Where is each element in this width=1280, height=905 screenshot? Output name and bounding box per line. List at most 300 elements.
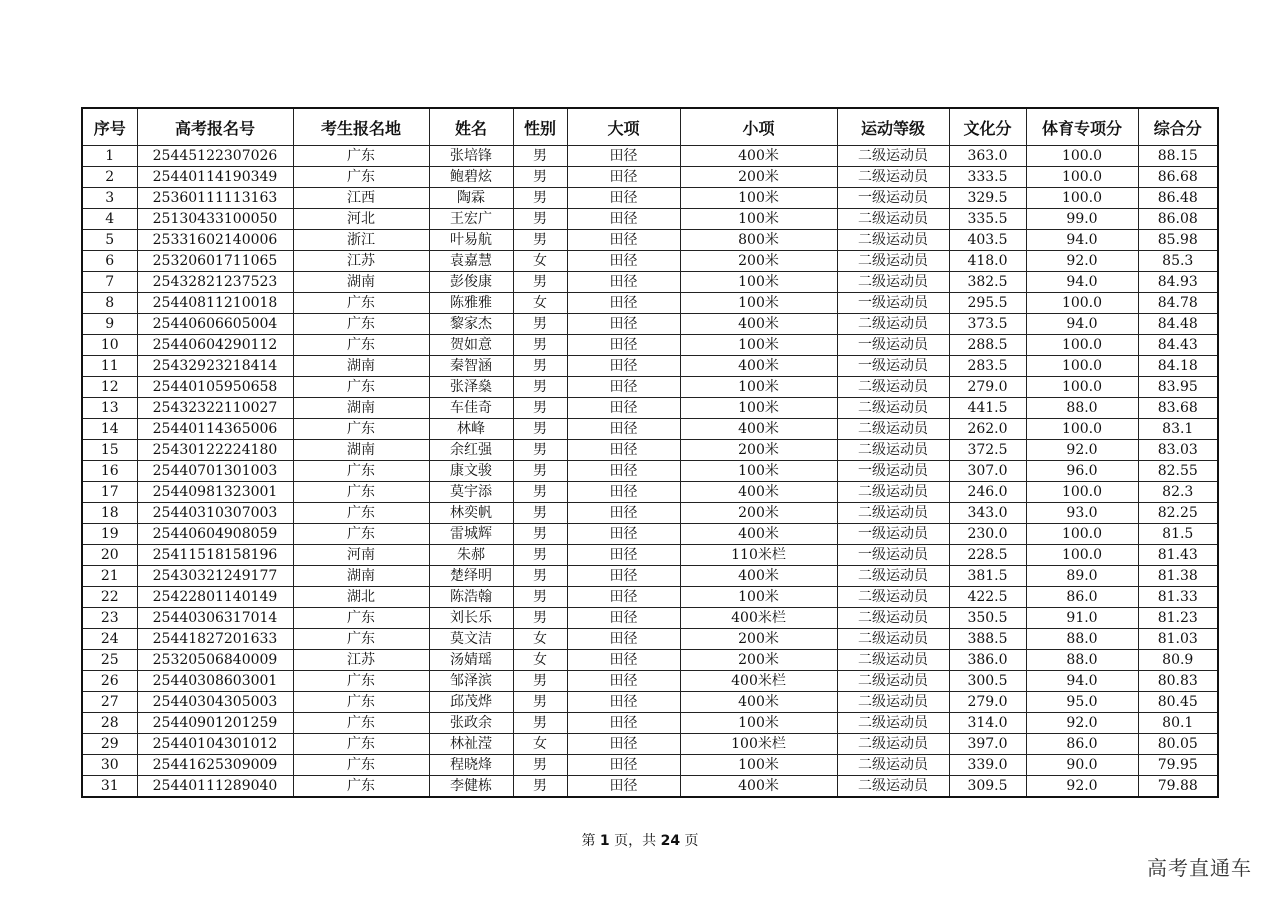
cell-index: 27 — [82, 692, 137, 713]
cell-athlete-level: 二级运动员 — [837, 167, 949, 188]
cell-exam-id: 25432322110027 — [137, 398, 293, 419]
header-gender: 性别 — [513, 108, 567, 146]
cell-region: 广东 — [293, 629, 429, 650]
cell-event: 800米 — [680, 230, 837, 251]
table-row — [82, 566, 1218, 587]
table-row — [82, 356, 1218, 377]
cell-athlete-level: 二级运动员 — [837, 629, 949, 650]
cell-culture-score: 441.5 — [949, 398, 1026, 419]
cell-total-score: 85.3 — [1138, 251, 1218, 272]
cell-culture-score: 339.0 — [949, 755, 1026, 776]
cell-sport: 田径 — [567, 461, 680, 482]
cell-name: 朱郝 — [429, 545, 513, 566]
cell-culture-score: 288.5 — [949, 335, 1026, 356]
cell-exam-id: 25440604290112 — [137, 335, 293, 356]
cell-exam-id: 25440310307003 — [137, 503, 293, 524]
cell-culture-score: 335.5 — [949, 209, 1026, 230]
cell-region: 广东 — [293, 776, 429, 798]
cell-sport-score: 100.0 — [1026, 146, 1138, 167]
table-row — [82, 272, 1218, 293]
cell-sport-score: 91.0 — [1026, 608, 1138, 629]
table-row — [82, 293, 1218, 314]
cell-total-score: 83.1 — [1138, 419, 1218, 440]
cell-gender: 男 — [513, 398, 567, 419]
cell-sport: 田径 — [567, 335, 680, 356]
cell-exam-id: 25440811210018 — [137, 293, 293, 314]
cell-name: 汤婧瑶 — [429, 650, 513, 671]
cell-event: 200米 — [680, 503, 837, 524]
cell-name: 车佳奇 — [429, 398, 513, 419]
cell-sport-score: 88.0 — [1026, 650, 1138, 671]
cell-event: 400米 — [680, 692, 837, 713]
cell-index: 18 — [82, 503, 137, 524]
watermark-text: 高考直通车 — [1147, 856, 1252, 880]
cell-sport: 田径 — [567, 671, 680, 692]
cell-culture-score: 329.5 — [949, 188, 1026, 209]
cell-event: 100米 — [680, 755, 837, 776]
cell-sport: 田径 — [567, 545, 680, 566]
cell-exam-id: 25430321249177 — [137, 566, 293, 587]
cell-sport-score: 90.0 — [1026, 755, 1138, 776]
cell-athlete-level: 二级运动员 — [837, 587, 949, 608]
cell-culture-score: 343.0 — [949, 503, 1026, 524]
cell-athlete-level: 二级运动员 — [837, 671, 949, 692]
cell-culture-score: 230.0 — [949, 524, 1026, 545]
cell-event: 100米 — [680, 272, 837, 293]
cell-sport-score: 94.0 — [1026, 671, 1138, 692]
cell-sport: 田径 — [567, 482, 680, 503]
cell-culture-score: 246.0 — [949, 482, 1026, 503]
table-row — [82, 713, 1218, 734]
cell-total-score: 84.18 — [1138, 356, 1218, 377]
cell-region: 广东 — [293, 419, 429, 440]
cell-exam-id: 25440104301012 — [137, 734, 293, 755]
cell-gender: 女 — [513, 251, 567, 272]
cell-name: 林峰 — [429, 419, 513, 440]
cell-name: 贺如意 — [429, 335, 513, 356]
cell-culture-score: 418.0 — [949, 251, 1026, 272]
cell-region: 广东 — [293, 377, 429, 398]
cell-index: 19 — [82, 524, 137, 545]
cell-event: 100米 — [680, 188, 837, 209]
table-body — [82, 146, 1218, 798]
header-sport: 大项 — [567, 108, 680, 146]
cell-culture-score: 422.5 — [949, 587, 1026, 608]
cell-event: 100米 — [680, 713, 837, 734]
header-athlete-level: 运动等级 — [837, 108, 949, 146]
page-footer — [0, 830, 1280, 850]
cell-name: 雷城辉 — [429, 524, 513, 545]
cell-culture-score: 279.0 — [949, 377, 1026, 398]
cell-name: 楚绎明 — [429, 566, 513, 587]
cell-culture-score: 397.0 — [949, 734, 1026, 755]
header-region: 考生报名地 — [293, 108, 429, 146]
cell-region: 湖北 — [293, 587, 429, 608]
cell-exam-id: 25432821237523 — [137, 272, 293, 293]
cell-exam-id: 25432923218414 — [137, 356, 293, 377]
cell-index: 5 — [82, 230, 137, 251]
cell-athlete-level: 二级运动员 — [837, 734, 949, 755]
cell-exam-id: 25320601711065 — [137, 251, 293, 272]
footer-prefix: 第 — [581, 833, 596, 849]
table-row — [82, 377, 1218, 398]
cell-culture-score: 307.0 — [949, 461, 1026, 482]
cell-athlete-level: 二级运动员 — [837, 776, 949, 798]
cell-sport: 田径 — [567, 209, 680, 230]
cell-gender: 男 — [513, 776, 567, 798]
table-row — [82, 482, 1218, 503]
cell-sport-score: 100.0 — [1026, 377, 1138, 398]
cell-culture-score: 283.5 — [949, 356, 1026, 377]
cell-gender: 男 — [513, 230, 567, 251]
cell-gender: 男 — [513, 482, 567, 503]
cell-event: 400米栏 — [680, 608, 837, 629]
cell-total-score: 81.23 — [1138, 608, 1218, 629]
cell-athlete-level: 二级运动员 — [837, 230, 949, 251]
cell-index: 17 — [82, 482, 137, 503]
cell-sport: 田径 — [567, 230, 680, 251]
cell-index: 8 — [82, 293, 137, 314]
cell-gender: 男 — [513, 566, 567, 587]
cell-gender: 女 — [513, 293, 567, 314]
cell-culture-score: 300.5 — [949, 671, 1026, 692]
cell-culture-score: 403.5 — [949, 230, 1026, 251]
cell-region: 广东 — [293, 755, 429, 776]
cell-gender: 男 — [513, 377, 567, 398]
cell-exam-id: 25445122307026 — [137, 146, 293, 167]
cell-sport-score: 100.0 — [1026, 188, 1138, 209]
cell-sport: 田径 — [567, 272, 680, 293]
cell-total-score: 80.9 — [1138, 650, 1218, 671]
cell-athlete-level: 二级运动员 — [837, 503, 949, 524]
cell-index: 31 — [82, 776, 137, 798]
cell-index: 3 — [82, 188, 137, 209]
cell-index: 10 — [82, 335, 137, 356]
cell-gender: 男 — [513, 587, 567, 608]
cell-athlete-level: 二级运动员 — [837, 146, 949, 167]
cell-total-score: 83.68 — [1138, 398, 1218, 419]
cell-exam-id: 25440111289040 — [137, 776, 293, 798]
cell-name: 张培锋 — [429, 146, 513, 167]
cell-index: 11 — [82, 356, 137, 377]
cell-total-score: 86.08 — [1138, 209, 1218, 230]
cell-culture-score: 309.5 — [949, 776, 1026, 798]
cell-sport: 田径 — [567, 377, 680, 398]
cell-region: 河北 — [293, 209, 429, 230]
cell-athlete-level: 二级运动员 — [837, 209, 949, 230]
table-row — [82, 587, 1218, 608]
cell-gender: 男 — [513, 713, 567, 734]
cell-total-score: 81.03 — [1138, 629, 1218, 650]
cell-sport-score: 88.0 — [1026, 398, 1138, 419]
cell-gender: 男 — [513, 209, 567, 230]
cell-sport-score: 94.0 — [1026, 314, 1138, 335]
cell-total-score: 81.38 — [1138, 566, 1218, 587]
cell-gender: 男 — [513, 671, 567, 692]
cell-exam-id: 25331602140006 — [137, 230, 293, 251]
cell-event: 100米栏 — [680, 734, 837, 755]
cell-total-score: 84.93 — [1138, 272, 1218, 293]
cell-exam-id: 25440981323001 — [137, 482, 293, 503]
cell-name: 康文骏 — [429, 461, 513, 482]
cell-gender: 男 — [513, 461, 567, 482]
cell-event: 100米 — [680, 377, 837, 398]
cell-event: 100米 — [680, 587, 837, 608]
cell-event: 100米 — [680, 209, 837, 230]
cell-exam-id: 25440701301003 — [137, 461, 293, 482]
cell-name: 莫宇添 — [429, 482, 513, 503]
cell-sport: 田径 — [567, 419, 680, 440]
cell-sport: 田径 — [567, 314, 680, 335]
cell-athlete-level: 二级运动员 — [837, 482, 949, 503]
cell-sport-score: 96.0 — [1026, 461, 1138, 482]
cell-sport: 田径 — [567, 524, 680, 545]
footer-middle: 页，共 — [614, 833, 657, 849]
cell-event: 400米 — [680, 776, 837, 798]
cell-athlete-level: 二级运动员 — [837, 251, 949, 272]
cell-gender: 男 — [513, 692, 567, 713]
cell-athlete-level: 一级运动员 — [837, 188, 949, 209]
cell-name: 黎家杰 — [429, 314, 513, 335]
cell-event: 400米 — [680, 314, 837, 335]
cell-gender: 男 — [513, 188, 567, 209]
table-row — [82, 209, 1218, 230]
table-row — [82, 503, 1218, 524]
cell-name: 邱茂烨 — [429, 692, 513, 713]
cell-event: 200米 — [680, 629, 837, 650]
cell-sport: 田径 — [567, 188, 680, 209]
cell-region: 广东 — [293, 713, 429, 734]
table-row — [82, 230, 1218, 251]
cell-culture-score: 381.5 — [949, 566, 1026, 587]
cell-index: 21 — [82, 566, 137, 587]
cell-gender: 男 — [513, 440, 567, 461]
cell-total-score: 84.78 — [1138, 293, 1218, 314]
cell-culture-score: 350.5 — [949, 608, 1026, 629]
cell-exam-id: 25440306317014 — [137, 608, 293, 629]
cell-sport-score: 92.0 — [1026, 713, 1138, 734]
header-culture-score: 文化分 — [949, 108, 1026, 146]
cell-sport-score: 89.0 — [1026, 566, 1138, 587]
cell-region: 广东 — [293, 293, 429, 314]
cell-athlete-level: 二级运动员 — [837, 608, 949, 629]
cell-sport: 田径 — [567, 650, 680, 671]
table-row — [82, 776, 1218, 798]
cell-sport-score: 100.0 — [1026, 419, 1138, 440]
cell-sport: 田径 — [567, 398, 680, 419]
cell-region: 广东 — [293, 671, 429, 692]
header-total-score: 综合分 — [1138, 108, 1218, 146]
cell-sport-score: 99.0 — [1026, 209, 1138, 230]
cell-index: 29 — [82, 734, 137, 755]
cell-index: 20 — [82, 545, 137, 566]
cell-index: 23 — [82, 608, 137, 629]
cell-sport: 田径 — [567, 629, 680, 650]
cell-region: 湖南 — [293, 566, 429, 587]
cell-index: 12 — [82, 377, 137, 398]
cell-gender: 男 — [513, 419, 567, 440]
cell-event: 110米栏 — [680, 545, 837, 566]
cell-total-score: 79.95 — [1138, 755, 1218, 776]
cell-region: 广东 — [293, 524, 429, 545]
cell-athlete-level: 二级运动员 — [837, 713, 949, 734]
cell-event: 200米 — [680, 440, 837, 461]
table-header-row — [82, 108, 1218, 146]
cell-index: 6 — [82, 251, 137, 272]
cell-name: 陈雅雅 — [429, 293, 513, 314]
cell-sport: 田径 — [567, 734, 680, 755]
cell-exam-id: 25360111113163 — [137, 188, 293, 209]
cell-culture-score: 279.0 — [949, 692, 1026, 713]
cell-index: 30 — [82, 755, 137, 776]
cell-athlete-level: 一级运动员 — [837, 335, 949, 356]
cell-gender: 男 — [513, 608, 567, 629]
cell-sport-score: 94.0 — [1026, 272, 1138, 293]
table-row — [82, 251, 1218, 272]
cell-sport-score: 100.0 — [1026, 482, 1138, 503]
table-row — [82, 440, 1218, 461]
table-row — [82, 650, 1218, 671]
cell-sport: 田径 — [567, 146, 680, 167]
cell-culture-score: 314.0 — [949, 713, 1026, 734]
cell-culture-score: 363.0 — [949, 146, 1026, 167]
table-row — [82, 419, 1218, 440]
cell-athlete-level: 一级运动员 — [837, 545, 949, 566]
cell-culture-score: 228.5 — [949, 545, 1026, 566]
cell-gender: 女 — [513, 650, 567, 671]
header-event: 小项 — [680, 108, 837, 146]
cell-event: 400米 — [680, 566, 837, 587]
cell-culture-score: 388.5 — [949, 629, 1026, 650]
cell-region: 广东 — [293, 335, 429, 356]
cell-total-score: 80.1 — [1138, 713, 1218, 734]
cell-athlete-level: 二级运动员 — [837, 398, 949, 419]
cell-sport: 田径 — [567, 692, 680, 713]
cell-region: 浙江 — [293, 230, 429, 251]
cell-index: 13 — [82, 398, 137, 419]
cell-event: 400米 — [680, 524, 837, 545]
cell-index: 9 — [82, 314, 137, 335]
table-row — [82, 755, 1218, 776]
cell-region: 湖南 — [293, 356, 429, 377]
cell-total-score: 80.05 — [1138, 734, 1218, 755]
cell-index: 7 — [82, 272, 137, 293]
table-row — [82, 146, 1218, 167]
cell-athlete-level: 一级运动员 — [837, 356, 949, 377]
cell-sport-score: 86.0 — [1026, 587, 1138, 608]
cell-total-score: 83.03 — [1138, 440, 1218, 461]
cell-exam-id: 25441625309009 — [137, 755, 293, 776]
cell-athlete-level: 二级运动员 — [837, 272, 949, 293]
cell-total-score: 82.55 — [1138, 461, 1218, 482]
cell-index: 24 — [82, 629, 137, 650]
cell-gender: 男 — [513, 167, 567, 188]
cell-index: 4 — [82, 209, 137, 230]
cell-exam-id: 25440105950658 — [137, 377, 293, 398]
cell-sport-score: 88.0 — [1026, 629, 1138, 650]
cell-gender: 女 — [513, 629, 567, 650]
cell-total-score: 79.88 — [1138, 776, 1218, 798]
cell-event: 200米 — [680, 650, 837, 671]
cell-sport: 田径 — [567, 608, 680, 629]
cell-region: 广东 — [293, 167, 429, 188]
cell-name: 鲍碧炫 — [429, 167, 513, 188]
cell-sport: 田径 — [567, 251, 680, 272]
cell-sport-score: 92.0 — [1026, 251, 1138, 272]
cell-total-score: 82.3 — [1138, 482, 1218, 503]
cell-sport-score: 100.0 — [1026, 356, 1138, 377]
cell-total-score: 86.48 — [1138, 188, 1218, 209]
cell-athlete-level: 一级运动员 — [837, 524, 949, 545]
cell-exam-id: 25440114365006 — [137, 419, 293, 440]
cell-culture-score: 373.5 — [949, 314, 1026, 335]
cell-gender: 男 — [513, 545, 567, 566]
cell-region: 广东 — [293, 461, 429, 482]
cell-name: 陶霖 — [429, 188, 513, 209]
table-row — [82, 461, 1218, 482]
cell-total-score: 84.48 — [1138, 314, 1218, 335]
cell-name: 秦智涵 — [429, 356, 513, 377]
cell-exam-id: 25130433100050 — [137, 209, 293, 230]
cell-event: 100米 — [680, 398, 837, 419]
table-row — [82, 545, 1218, 566]
cell-culture-score: 295.5 — [949, 293, 1026, 314]
table-row — [82, 398, 1218, 419]
cell-region: 湖南 — [293, 398, 429, 419]
header-sport-score: 体育专项分 — [1026, 108, 1138, 146]
footer-suffix: 页 — [684, 833, 699, 849]
table-row — [82, 167, 1218, 188]
cell-index: 26 — [82, 671, 137, 692]
cell-sport: 田径 — [567, 503, 680, 524]
cell-athlete-level: 二级运动员 — [837, 566, 949, 587]
cell-culture-score: 382.5 — [949, 272, 1026, 293]
cell-name: 余红强 — [429, 440, 513, 461]
cell-total-score: 80.83 — [1138, 671, 1218, 692]
cell-total-score: 86.68 — [1138, 167, 1218, 188]
cell-exam-id: 25440114190349 — [137, 167, 293, 188]
cell-region: 广东 — [293, 608, 429, 629]
cell-total-score: 83.95 — [1138, 377, 1218, 398]
cell-event: 100米 — [680, 335, 837, 356]
cell-sport-score: 92.0 — [1026, 440, 1138, 461]
cell-sport: 田径 — [567, 440, 680, 461]
cell-exam-id: 25440606605004 — [137, 314, 293, 335]
cell-exam-id: 25320506840009 — [137, 650, 293, 671]
cell-athlete-level: 一级运动员 — [837, 293, 949, 314]
cell-sport-score: 95.0 — [1026, 692, 1138, 713]
table-row — [82, 524, 1218, 545]
cell-region: 江苏 — [293, 251, 429, 272]
cell-total-score: 82.25 — [1138, 503, 1218, 524]
cell-region: 河南 — [293, 545, 429, 566]
cell-sport-score: 86.0 — [1026, 734, 1138, 755]
cell-event: 100米 — [680, 293, 837, 314]
cell-name: 王宏广 — [429, 209, 513, 230]
cell-event: 100米 — [680, 461, 837, 482]
cell-name: 张政余 — [429, 713, 513, 734]
header-exam-id: 高考报名号 — [137, 108, 293, 146]
cell-index: 15 — [82, 440, 137, 461]
cell-exam-id: 25430122224180 — [137, 440, 293, 461]
cell-name: 莫文洁 — [429, 629, 513, 650]
cell-sport-score: 93.0 — [1026, 503, 1138, 524]
cell-region: 湖南 — [293, 440, 429, 461]
cell-exam-id: 25441827201633 — [137, 629, 293, 650]
cell-exam-id: 25440901201259 — [137, 713, 293, 734]
table-row — [82, 671, 1218, 692]
cell-index: 22 — [82, 587, 137, 608]
